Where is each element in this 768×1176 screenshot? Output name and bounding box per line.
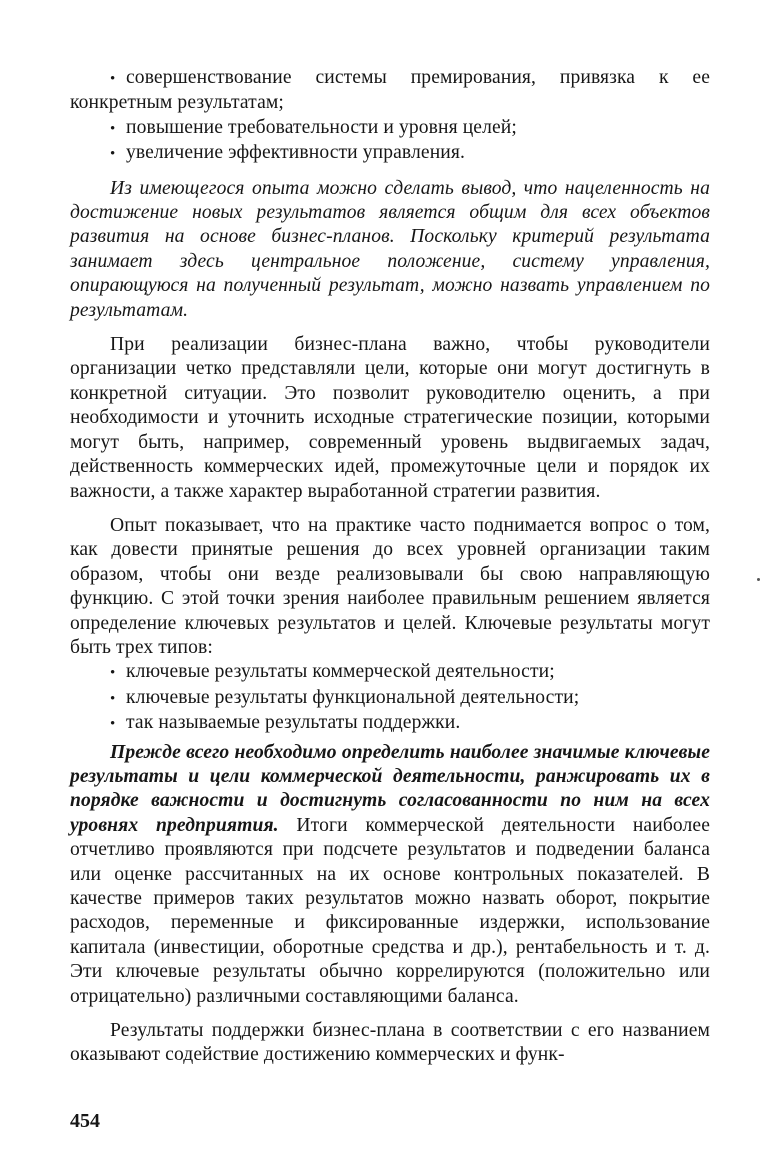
list-item-text: ключевые результаты коммерческой деятельности; — [126, 661, 555, 683]
list-item — [70, 711, 710, 736]
bullet-icon: • — [110, 716, 116, 733]
list-item-text: совершенствование системы премирования, привязка к ее конкретным результатам; — [70, 67, 710, 114]
list-item-text: ключевые результаты функциональной деятельности; — [126, 686, 580, 708]
list-item — [70, 660, 710, 685]
bullet-icon: • — [110, 665, 116, 682]
bullet-icon: • — [110, 690, 116, 707]
list-item — [70, 686, 710, 711]
list-item-text: так называемые результаты поддержки. — [126, 712, 461, 734]
paragraph: Опыт показывает, что на практике часто поднимается вопрос о том, как довести принятые решения до всех уровней организации таким образом, чтобы они везде реализовывали бы свою направляющую функцию. С этой точки зрения наиболее правильным решением является определение ключевых результатов и целей. Ключевые результаты могут быть трех типов: — [70, 514, 710, 658]
list-item — [70, 66, 710, 116]
bullet-icon: • — [110, 120, 116, 137]
list-item-text: повышение требовательности и уровня целей; — [126, 116, 517, 138]
bullet-icon: • — [110, 146, 116, 163]
page-number: 454 — [70, 1110, 100, 1132]
list-item — [70, 141, 710, 166]
page-body — [70, 66, 710, 1068]
paragraph: При реализации бизнес-плана важно, чтобы руководители организации четко представляли цели, которые они могут достигнуть в конкретной ситуации. Это позволит руководителю оценить, а при необходимости и уточнить исходные стратегические позиции, которыми могут быть, например, современный уровень выдвигаемых задач, действенность коммерческих идей, промежуточные цели и порядок их важности, а также характер выработанной стратегии развития. — [70, 334, 710, 502]
scan-speck — [757, 578, 760, 581]
paragraph: Результаты поддержки бизнес-плана в соответствии с его названием оказывают содействие достижению коммерческих и функ- — [70, 1020, 710, 1066]
paragraph-text: Итоги коммерческой деятельности наиболее отчетливо проявляются при подсчете результатов и подведении баланса или оценке рассчитанных на их основе контрольных показателей. В качестве примеров таких результатов можно назвать оборот, покрытие расходов, переменные и фиксированные издержки, использование капитала (инвестиции, оборотные средства и др.), рентабельность и т. д. Эти ключевые результаты обычно коррелируются (положительно или отрицательно) различными составляющими баланса. — [70, 814, 710, 1007]
list-item-text: увеличение эффективности управления. — [126, 142, 465, 164]
list-item — [70, 116, 710, 141]
emphasized-text: Прежде всего необходимо определить наиболее значимые ключевые результаты и цели коммерческой деятельности, ранжировать их в порядке важности и достигнуть согласованности по ним на всех уровнях предприятия. — [70, 741, 710, 836]
paragraph-conclusion: Из имеющегося опыта можно сделать вывод, что нацеленность на достижение новых результатов является общим для всех объектов развития на основе бизнес-планов. Поскольку критерий результата занимает здесь центральное положение, систему управления, опирающуюся на полученный результат, можно назвать управлением по результатам. — [70, 177, 710, 321]
paragraph — [70, 741, 710, 1009]
bullet-icon: • — [110, 71, 116, 87]
